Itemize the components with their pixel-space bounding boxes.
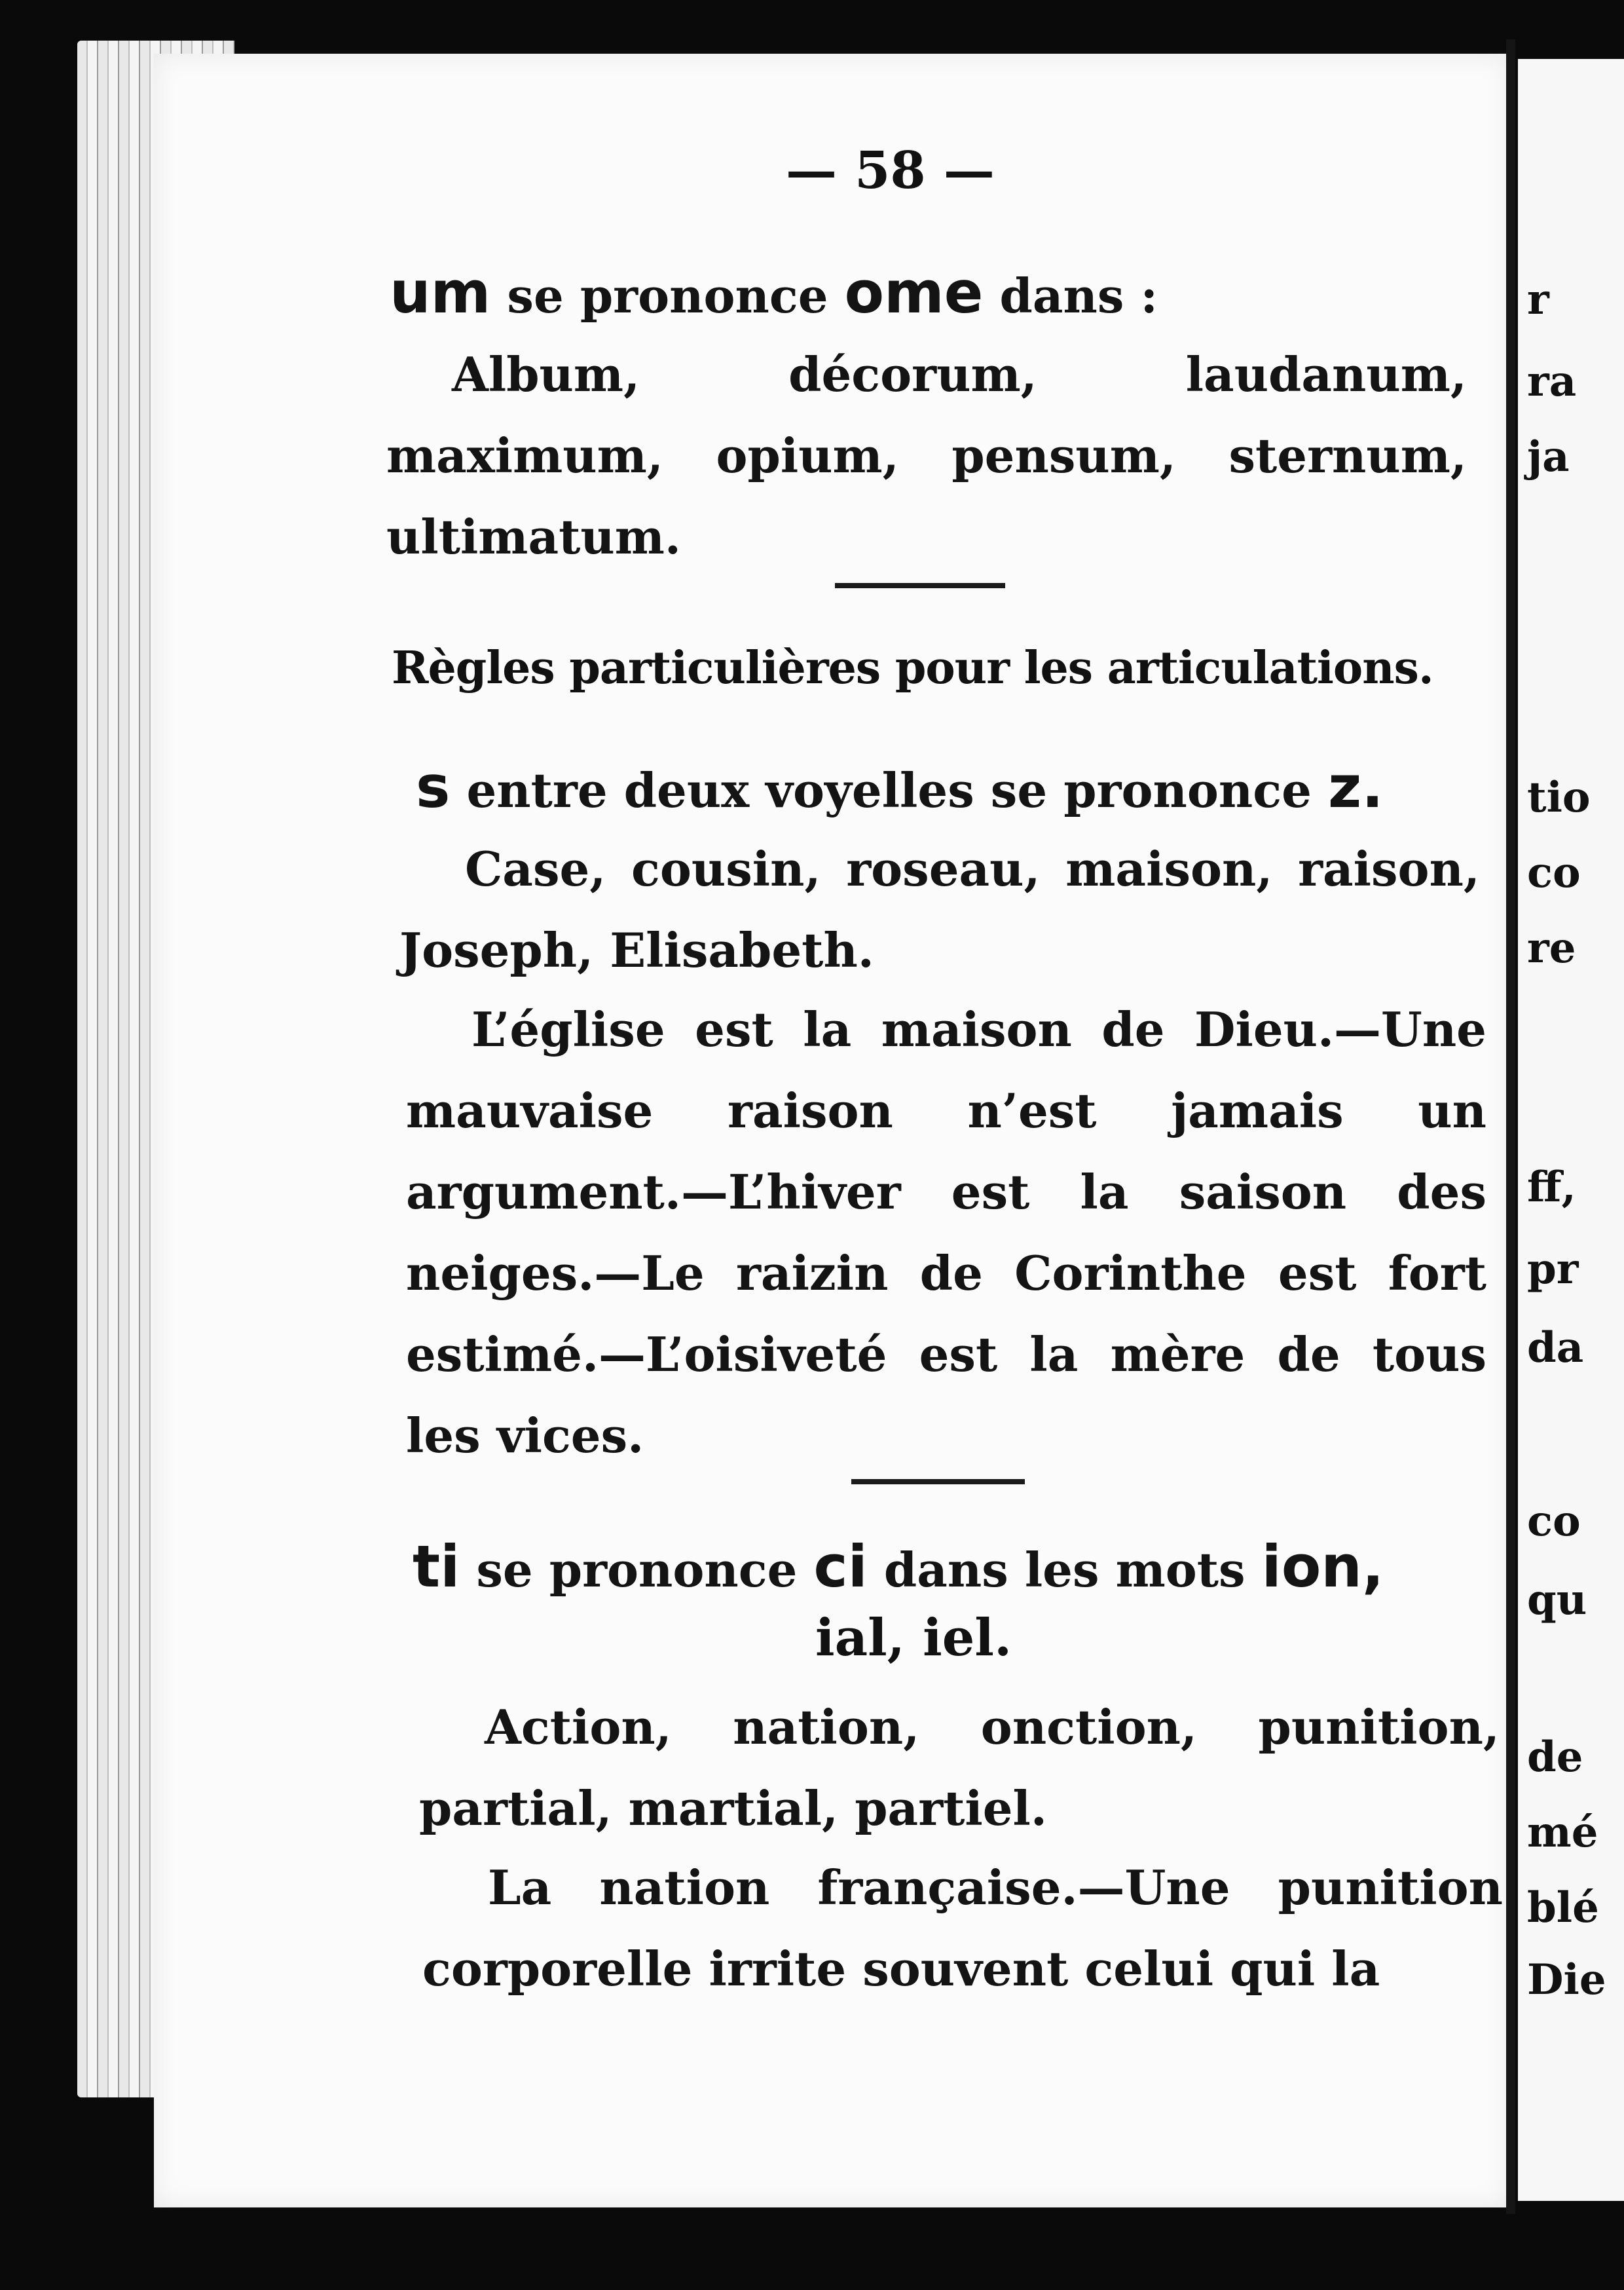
next-page-text: mé [1527, 1808, 1598, 1857]
next-page-text: de [1527, 1733, 1583, 1782]
rule-text: entre deux voyelles se prononce [466, 762, 1312, 818]
next-page-text: blé [1527, 1883, 1599, 1932]
rule-um [390, 252, 1470, 337]
next-page-text: ff, [1527, 1163, 1576, 1212]
um-examples: Album, décorum, laudanum, maximum, opium, pensum, sternum, ultimatum. [386, 347, 1467, 565]
s-sentences: L’église est la maison de Dieu.—Une mauvaise raison n’est jamais un argument.—L’hiver est la saison des neiges.—Le raizin de Corinthe est fort estimé.—L’oisiveté est la mère de tous les vices. [406, 1002, 1486, 1463]
next-page-text: ra [1527, 357, 1577, 406]
rule-ti [413, 1526, 1493, 1611]
section-divider [835, 583, 1005, 588]
rule-text: se prononce [476, 1542, 798, 1598]
next-page-fragment [1518, 59, 1624, 2201]
next-page-text: qu [1527, 1575, 1587, 1624]
section-divider [851, 1479, 1025, 1484]
rule-text: dans les mots [883, 1542, 1246, 1598]
next-page-text: tio [1527, 773, 1591, 822]
rule-pronunciation: z. [1327, 753, 1384, 821]
rule-letters: ti [413, 1533, 460, 1600]
next-page-text: co [1527, 848, 1581, 897]
rule-pronunciation: ci [813, 1533, 868, 1600]
section-heading: Règles particulières pour les articulations. [392, 642, 1433, 694]
rule-pronunciation: ion, [1261, 1533, 1384, 1600]
rule-letters: s [416, 753, 451, 821]
next-page-text: pr [1527, 1245, 1579, 1294]
ti-sentences: La nation française.—Une punition corporelle irrite souvent celui qui la [422, 1860, 1503, 1997]
next-page-text: re [1527, 924, 1576, 973]
rule-letters: um [390, 259, 491, 326]
next-page-text: co [1527, 1497, 1581, 1546]
next-page-text: r [1527, 275, 1549, 324]
rule-ti-endings: ial, iel. [815, 1608, 1012, 1668]
rule-text: se prononce [507, 268, 828, 324]
next-page-text: Die [1527, 1955, 1606, 2004]
ti-examples: Action, nation, onction, punition, partial, martial, partiel. [419, 1699, 1500, 1836]
book-gutter [1506, 39, 1515, 2214]
next-page-text: ja [1527, 432, 1570, 481]
next-page-text: da [1527, 1323, 1584, 1372]
rule-pronunciation: ome [844, 259, 984, 326]
rule-text: dans : [999, 268, 1158, 324]
s-examples: Case, cousin, roseau, maison, raison, Joseph, Elisabeth. [399, 841, 1480, 978]
rule-s [416, 747, 1496, 831]
page-number: — 58 — [786, 141, 995, 200]
